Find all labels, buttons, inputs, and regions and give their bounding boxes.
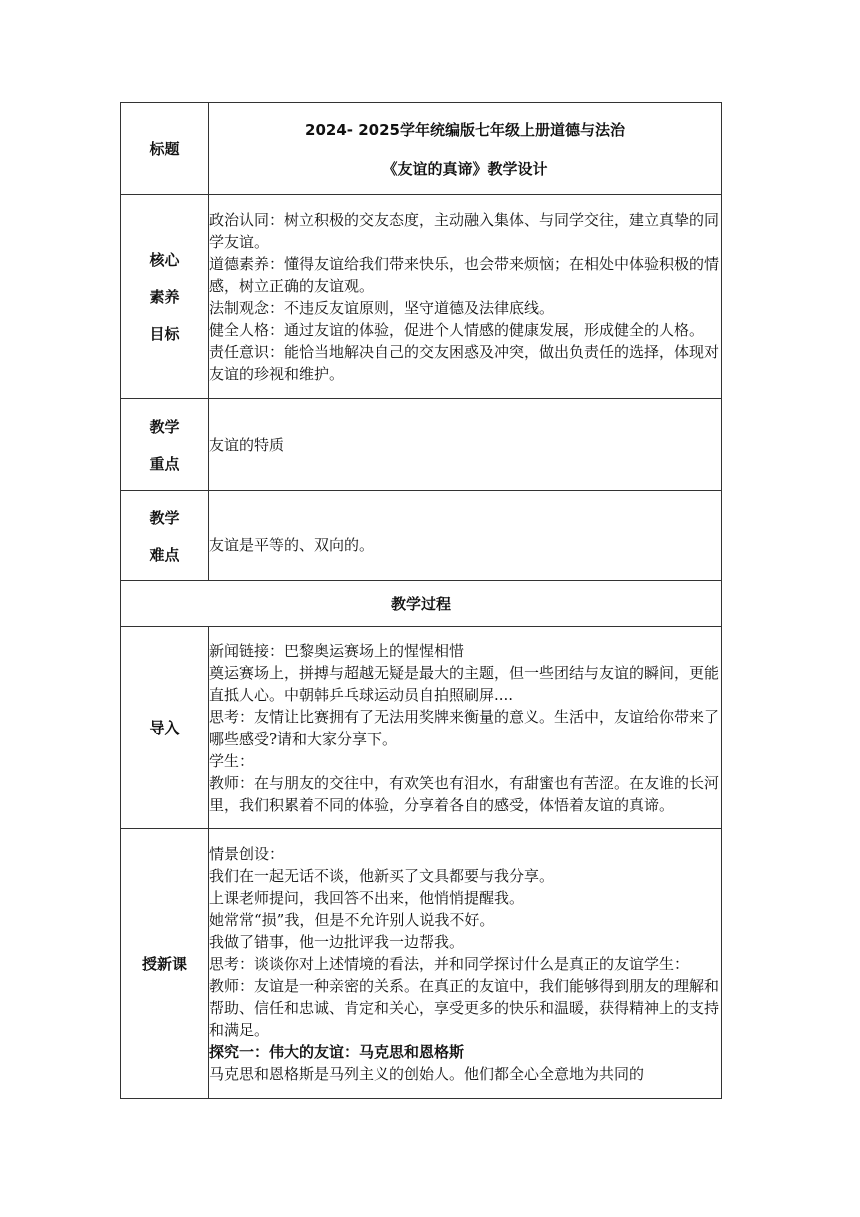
new-lesson-row xyxy=(121,829,722,1099)
intro-row xyxy=(121,627,722,829)
core-label-line: 目标 xyxy=(149,325,180,343)
core-goals-row xyxy=(121,195,722,399)
difficult-points-content xyxy=(209,491,722,581)
intro-label: 导入 xyxy=(121,627,209,829)
intro-item: 教师：在与朋友的交往中，有欢笑也有泪水，有甜蜜也有苦涩。在友谁的长河里，我们积累着不同的体验，分享着各自的感受，体悟着友谊的真谛。 xyxy=(209,773,720,814)
key-points-content: 友谊的特质 xyxy=(209,399,722,491)
difficult-label-line: 教学 xyxy=(149,508,180,527)
new-lesson-label: 授新课 xyxy=(121,829,209,1099)
key-points-row xyxy=(121,399,722,491)
key-points-label xyxy=(121,399,209,491)
core-goal-item: 法制观念：不违反友谊原则，坚守道德及法律底线。 xyxy=(209,298,555,317)
core-label-line: 核心 xyxy=(149,251,180,269)
intro-item: 思考：友情让比赛拥有了无法用奖牌来衡量的意义。生活中，友谊给你带来了哪些感受?请和大家分享下。 xyxy=(209,707,720,748)
new-lesson-item: 上课老师提问，我回答不出来，他悄悄提醒我。 xyxy=(209,888,525,907)
key-label-line: 教学 xyxy=(149,417,180,436)
core-goals-content xyxy=(209,195,722,399)
intro-content xyxy=(209,627,722,829)
intro-item: 奠运赛场上，拼搏与超越无疑是最大的主题，但一些团结与友谊的瞬间，更能直抵人心。中朝韩乒乓球运动员自拍照刷屏.... xyxy=(209,663,720,704)
difficult-label-line: 难点 xyxy=(149,545,180,564)
core-goal-item: 政治认同：树立积极的交友态度，主动融入集体、与同学交往，建立真挚的同学友谊。 xyxy=(209,210,720,251)
intro-item: 学生： xyxy=(209,751,255,770)
new-lesson-item: 教师：友谊是一种亲密的关系。在真正的友谊中，我们能够得到朋友的理解和帮助、信任和忠诚、肯定和关心，享受更多的快乐和温暖，获得精神上的支持和满足。 xyxy=(209,976,720,1039)
explore-heading: 探究一：伟大的友谊：马克思和恩格斯 xyxy=(209,1042,465,1061)
process-heading: 教学过程 xyxy=(121,581,722,627)
lesson-plan-table xyxy=(120,102,722,1099)
new-lesson-item: 我们在一起无话不谈，他新买了文具都要与我分享。 xyxy=(209,866,555,885)
new-lesson-item: 她常常“损”我，但是不允许别人说我不好。 xyxy=(209,910,495,929)
core-goal-item: 道德素养：懂得友谊给我们带来快乐，也会带来烦恼；在相处中体验积极的情感，树立正确的友谊观。 xyxy=(209,254,720,295)
title-line-1: 2024- 2025学年统编版七年级上册道德与法治 xyxy=(305,120,625,139)
title-cell xyxy=(209,103,722,195)
key-label-line: 重点 xyxy=(149,454,180,473)
new-lesson-content xyxy=(209,829,722,1099)
core-goal-item: 健全人格：通过友谊的体验，促进个人情感的健康发展，形成健全的人格。 xyxy=(209,320,705,339)
new-lesson-item: 我做了错事，他一边批评我一边帮我。 xyxy=(209,932,465,951)
intro-item: 新闻链接：巴黎奥运赛场上的惺惺相惜 xyxy=(209,641,465,660)
title-row xyxy=(121,103,722,195)
core-goal-item: 责任意识：能恰当地解决自己的交友困惑及冲突，做出负责任的选择，体现对友谊的珍视和维护。 xyxy=(209,342,720,383)
difficult-points-label xyxy=(121,491,209,581)
core-goals-label xyxy=(121,195,209,399)
difficult-points-row xyxy=(121,491,722,581)
new-lesson-item: 思考：谈谈你对上述情境的看法，并和同学探讨什么是真正的友谊学生： xyxy=(209,954,690,973)
difficult-text: 友谊是平等的、双向的。 xyxy=(209,535,375,554)
process-heading-row xyxy=(121,581,722,627)
title-label: 标题 xyxy=(121,103,209,195)
title-line-2: 《友谊的真谛》教学设计 xyxy=(382,159,548,178)
core-label-line: 素养 xyxy=(149,288,180,306)
new-lesson-item: 情景创设： xyxy=(209,844,285,863)
explore-text: 马克思和恩格斯是马列主义的创始人。他们都全心全意地为共同的 xyxy=(209,1064,645,1083)
